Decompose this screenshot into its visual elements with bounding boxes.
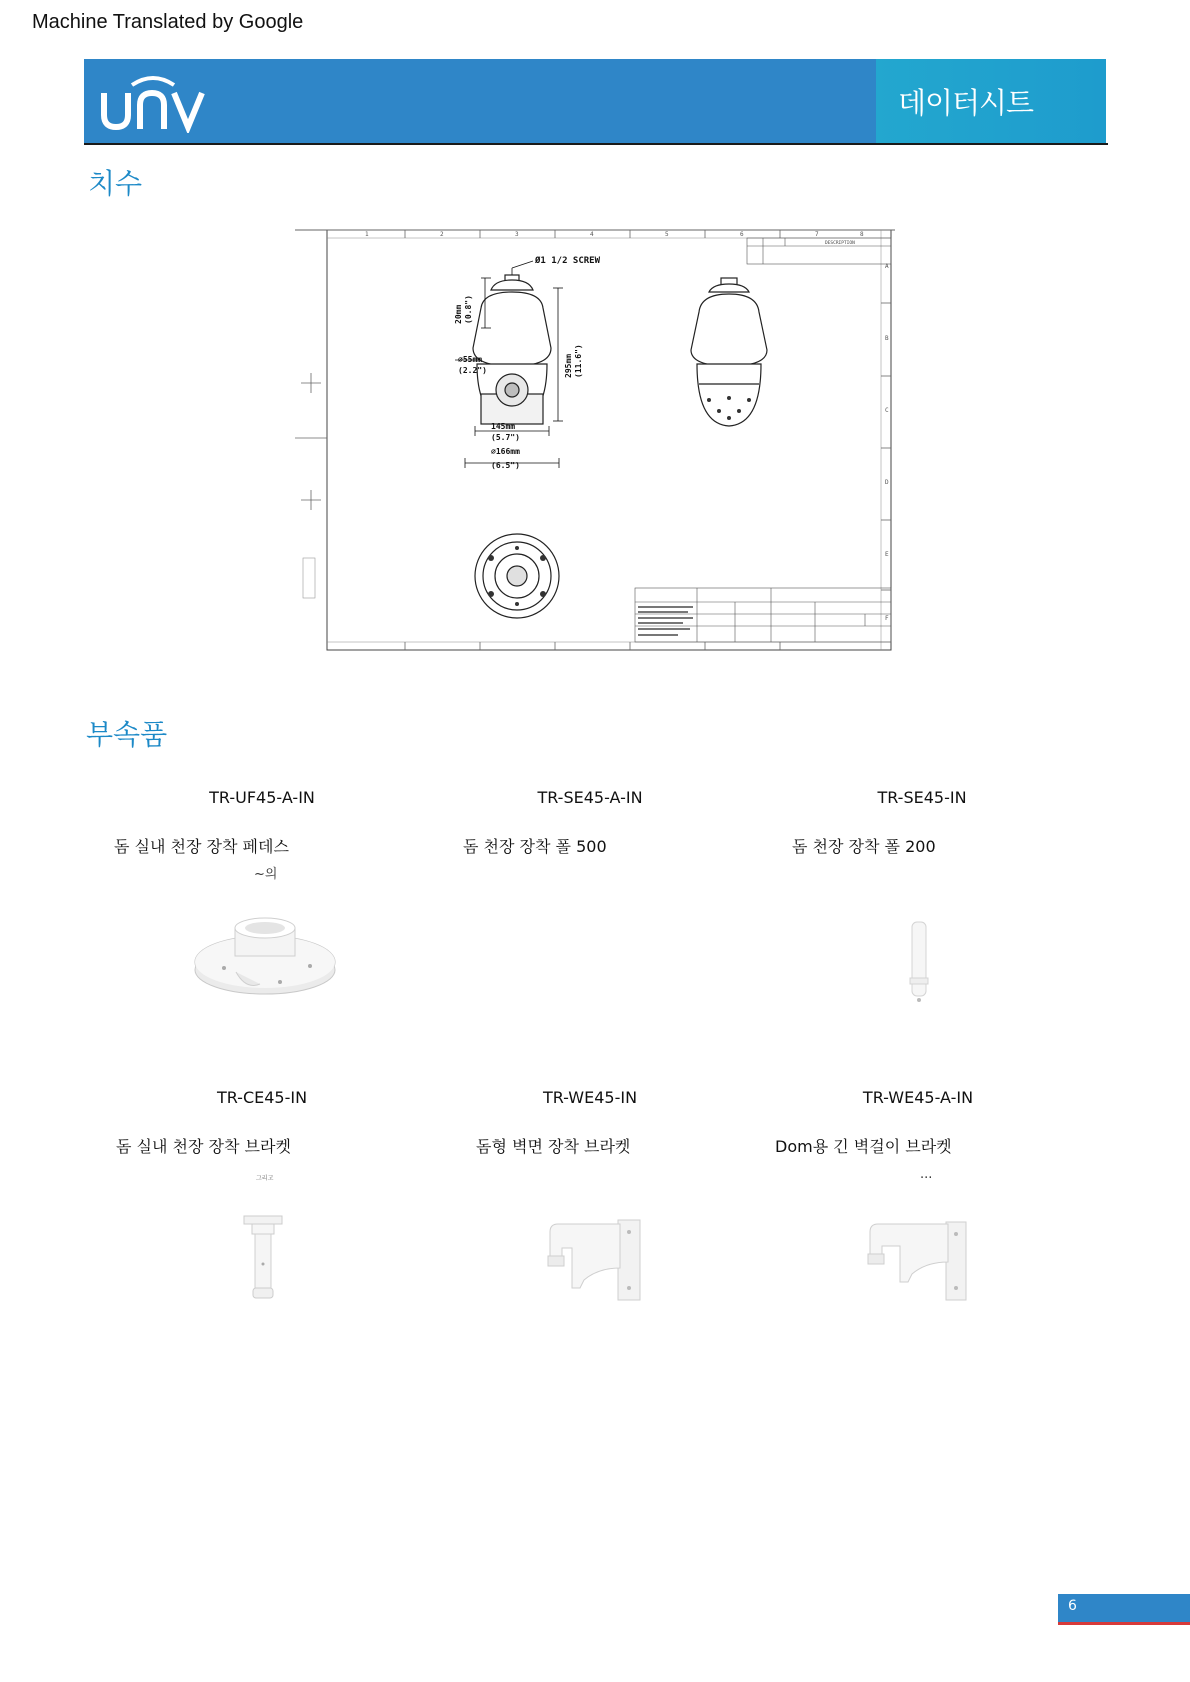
page-number-rule	[1058, 1622, 1190, 1625]
title-block-header: DESCRIPTION	[825, 241, 855, 246]
accessory-code: TR-WE45-A-IN	[862, 1088, 974, 1107]
dim-width: 145mm	[491, 422, 516, 431]
dim-diameter-large-in: (6.5")	[491, 461, 520, 470]
accessory-image-pedestal	[190, 910, 340, 1000]
screw-label: Ø1 1/2 SCREW	[535, 256, 601, 266]
page-number-bar	[1058, 1594, 1190, 1622]
header-doc-type-area	[876, 59, 1106, 145]
accessory-description: 돔 실내 천장 장착 브라켓	[116, 1137, 291, 1156]
grid-letter: A	[885, 263, 889, 270]
grid-letter: D	[885, 479, 889, 486]
accessory-description: Dom용 긴 벽걸이 브라켓	[775, 1137, 952, 1156]
dim-height-top: 20mm	[454, 304, 463, 324]
accessory-code: TR-SE45-A-IN	[537, 788, 643, 807]
header-banner	[84, 59, 1106, 145]
accessory-code: TR-WE45-IN	[542, 1088, 638, 1107]
grid-letter: E	[885, 551, 889, 558]
dim-diameter-small-in: (2.2")	[458, 366, 487, 375]
dimension-drawing	[295, 228, 895, 658]
accessory-description: 돔 천장 장착 폴 200	[792, 837, 936, 856]
accessory-description: 돔형 벽면 장착 브라켓	[476, 1137, 631, 1156]
grid-number: 6	[740, 231, 744, 238]
dim-diameter-small: ∅55mm	[458, 355, 483, 364]
section-title-accessories: 부속품	[86, 718, 168, 751]
grid-number: 5	[665, 231, 669, 238]
accessory-description: 돔 천장 장착 폴 500	[463, 837, 607, 856]
grid-number: 1	[365, 231, 369, 238]
machine-translation-note: Machine Translated by Google	[32, 11, 304, 33]
dim-height-top-in: (0.8")	[464, 295, 473, 324]
grid-number: 8	[860, 231, 864, 238]
accessory-note: 그리고	[256, 1175, 274, 1182]
section-title-dimensions: 치수	[88, 167, 143, 200]
dim-diameter-large: ∅166mm	[491, 447, 520, 456]
page-number: 6	[1068, 1598, 1077, 1614]
grid-number: 2	[440, 231, 444, 238]
dim-height-total-in: (11.6")	[574, 344, 583, 378]
grid-letter: C	[885, 407, 889, 414]
accessory-code: TR-UF45-A-IN	[209, 788, 315, 807]
accessory-image-wall-bracket	[544, 1218, 644, 1302]
accessory-image-ceiling-bracket	[238, 1214, 288, 1304]
accessory-note: ...	[920, 1167, 933, 1182]
accessory-code: TR-SE45-IN	[877, 788, 967, 807]
dim-height-total: 295mm	[564, 353, 573, 378]
grid-letter: F	[885, 615, 889, 622]
dim-width-in: (5.7")	[491, 433, 520, 442]
grid-letter: B	[885, 335, 889, 342]
header-rule	[84, 143, 1108, 145]
grid-number: 4	[590, 231, 594, 238]
header-brand-area	[84, 59, 876, 145]
accessory-image-pole-200	[906, 920, 932, 1004]
doc-type-label: 데이터시트	[898, 86, 1034, 120]
accessory-code: TR-CE45-IN	[216, 1088, 308, 1107]
grid-number: 7	[815, 231, 819, 238]
unv-logo	[98, 69, 208, 133]
accessory-image-long-wall-bracket	[864, 1218, 970, 1302]
accessory-note: ~의	[254, 867, 278, 882]
accessory-description: 돔 실내 천장 장착 페데스	[114, 837, 289, 856]
grid-number: 3	[515, 231, 519, 238]
